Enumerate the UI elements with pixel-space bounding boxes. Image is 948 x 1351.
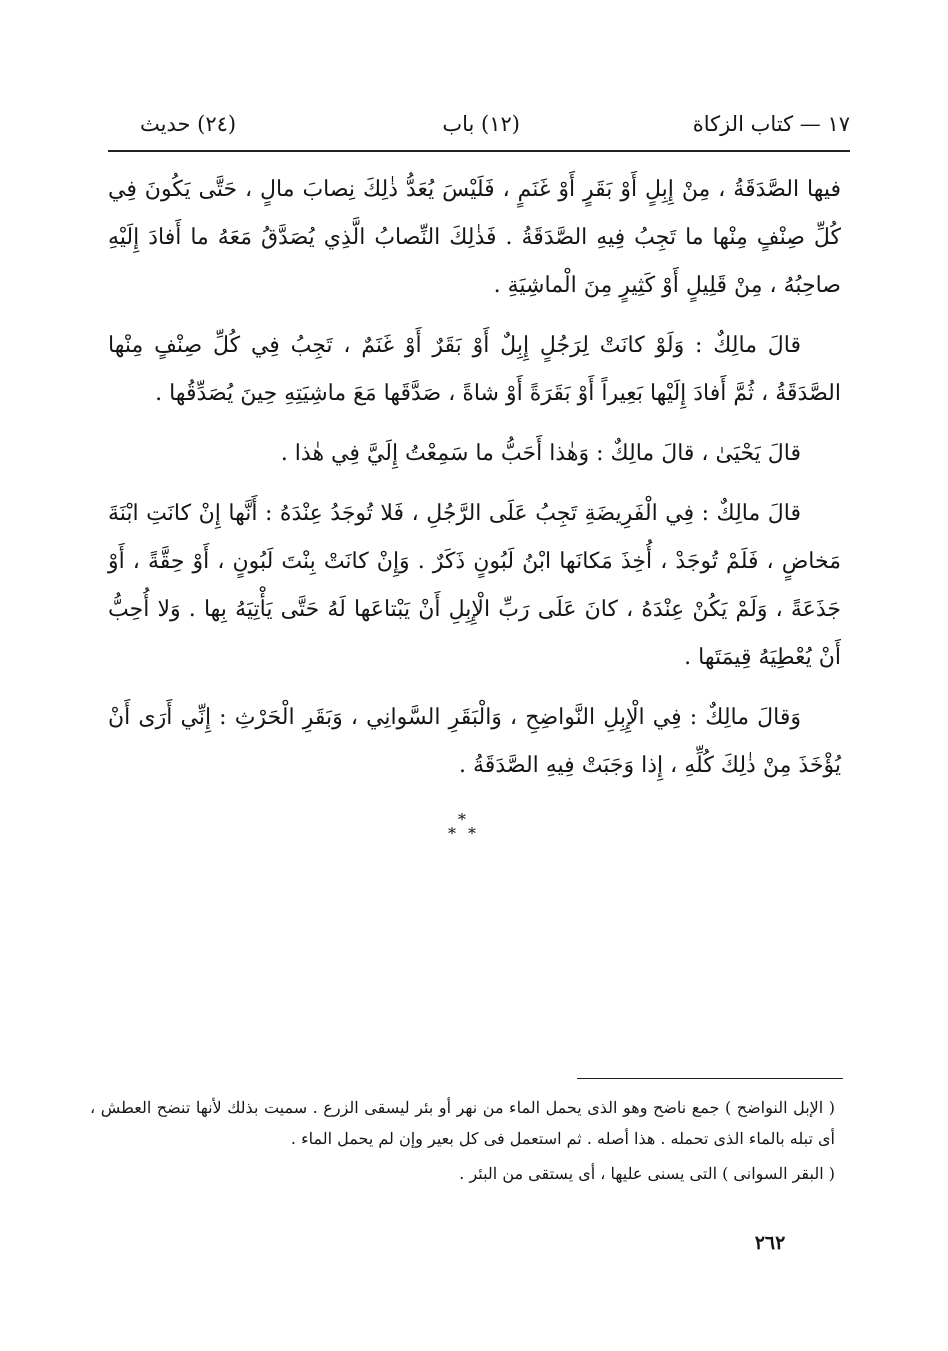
page-number: ٢٦٢ (754, 1232, 786, 1254)
main-text (108, 166, 841, 802)
paragraph-5: وَقالَ مالِكٌ : فِي الْإِبِلِ النَّواضِحِ ، وَالْبَقَرِ السَّوانِي ، وَبَقَرِ الْحَرْثِ : إِنِّي أَرَى أَنْ يُؤْخَذَ مِنْ ذٰلِكَ كُلِّهِ ، إِذا وَجَبَتْ فِيهِ الصَّدَقَةُ . (108, 705, 841, 778)
header-chapter: (١٢) باب (442, 112, 520, 136)
section-ornament (440, 812, 490, 852)
footnote-1: ( الإبل النواضح ) جمع ناضح وهو الذى يحمل الماء من نهر أو بئر ليسقى الزرع . سميت بذلك لأنها تنضح العطش ، أى تبله بالماء الذى تحمله . هذا أصله . ثم استعمل فى كل بعير وإن لم يحمل الماء . (90, 1098, 835, 1148)
paragraph-1: فيها الصَّدَقَةُ ، مِنْ إِبِلٍ أَوْ بَقَرٍ أَوْ غَنَمٍ ، فَلَيْسَ يُعَدُّ ذٰلِكَ نِصابَ مالٍ ، حَتَّى يَكُونَ فِي كُلِّ صِنْفٍ مِنْها ما تَجِبُ فِيهِ الصَّدَقَةُ . فَذٰلِكَ النِّصابُ الَّذِي يُصَدَّقُ مَعَهُ ما أَفادَ إِلَيْهِ صاحِبُهُ ، مِنْ قَلِيلٍ أَوْ كَثِيرٍ مِنَ الْماشِيَةِ . (108, 177, 841, 298)
ornament-star: * (468, 824, 476, 843)
paragraph-3: قالَ يَحْيَىٰ ، قالَ مالِكٌ : وَهٰذا أَحَبُّ ما سَمِعْتُ إِلَيَّ فِي هٰذا . (280, 441, 801, 466)
running-header (110, 108, 850, 148)
ornament-star: * (448, 824, 456, 843)
header-hadith-number: (٢٤) حديث (140, 112, 237, 136)
header-rule (108, 150, 850, 152)
footnote-rule (577, 1078, 843, 1079)
footnote-2: ( البقر السوانى ) التى يسنى عليها ، أى يستقى من البئر . (459, 1164, 835, 1183)
paragraph-4: قالَ مالِكٌ : فِي الْفَرِيضَةِ تَجِبُ عَلَى الرَّجُلِ ، فَلا تُوجَدُ عِنْدَهُ : أَنَّها إِنْ كانَتِ ابْنَةَ مَخاضٍ ، فَلَمْ تُوجَدْ ، أُخِذَ مَكانَها ابْنُ لَبُونٍ ذَكَرٌ . وَإِنْ كانَتْ بِنْتَ لَبُونٍ ، أَوْ حِقَّةً ، أَوْ جَذَعَةً ، وَلَمْ يَكُنْ عِنْدَهُ ، كانَ عَلَى رَبِّ الْإِبِلِ أَنْ يَبْتاعَها لَهُ حَتَّى يَأْتِيَهُ بِها . وَلا أُحِبُّ أَنْ يُعْطِيَهُ قِيمَتَها . (108, 501, 842, 670)
header-book-title: ١٧ — كتاب الزكاة (692, 112, 850, 136)
paragraph-2: قالَ مالِكٌ : وَلَوْ كانَتْ لِرَجُلٍ إِبِلٌ أَوْ بَقَرٌ أَوْ غَنَمٌ ، تَجِبُ فِي كُلِّ صِنْفٍ مِنْها الصَّدَقَةُ ، ثُمَّ أَفادَ إِلَيْها بَعِيراً أَوْ بَقَرَةً أَوْ شاةً ، صَدَّقَها مَعَ ماشِيَتِهِ حِينَ يُصَدِّقُها . (108, 333, 841, 406)
ornament-star: * (458, 810, 466, 829)
footnotes (90, 1092, 835, 1193)
